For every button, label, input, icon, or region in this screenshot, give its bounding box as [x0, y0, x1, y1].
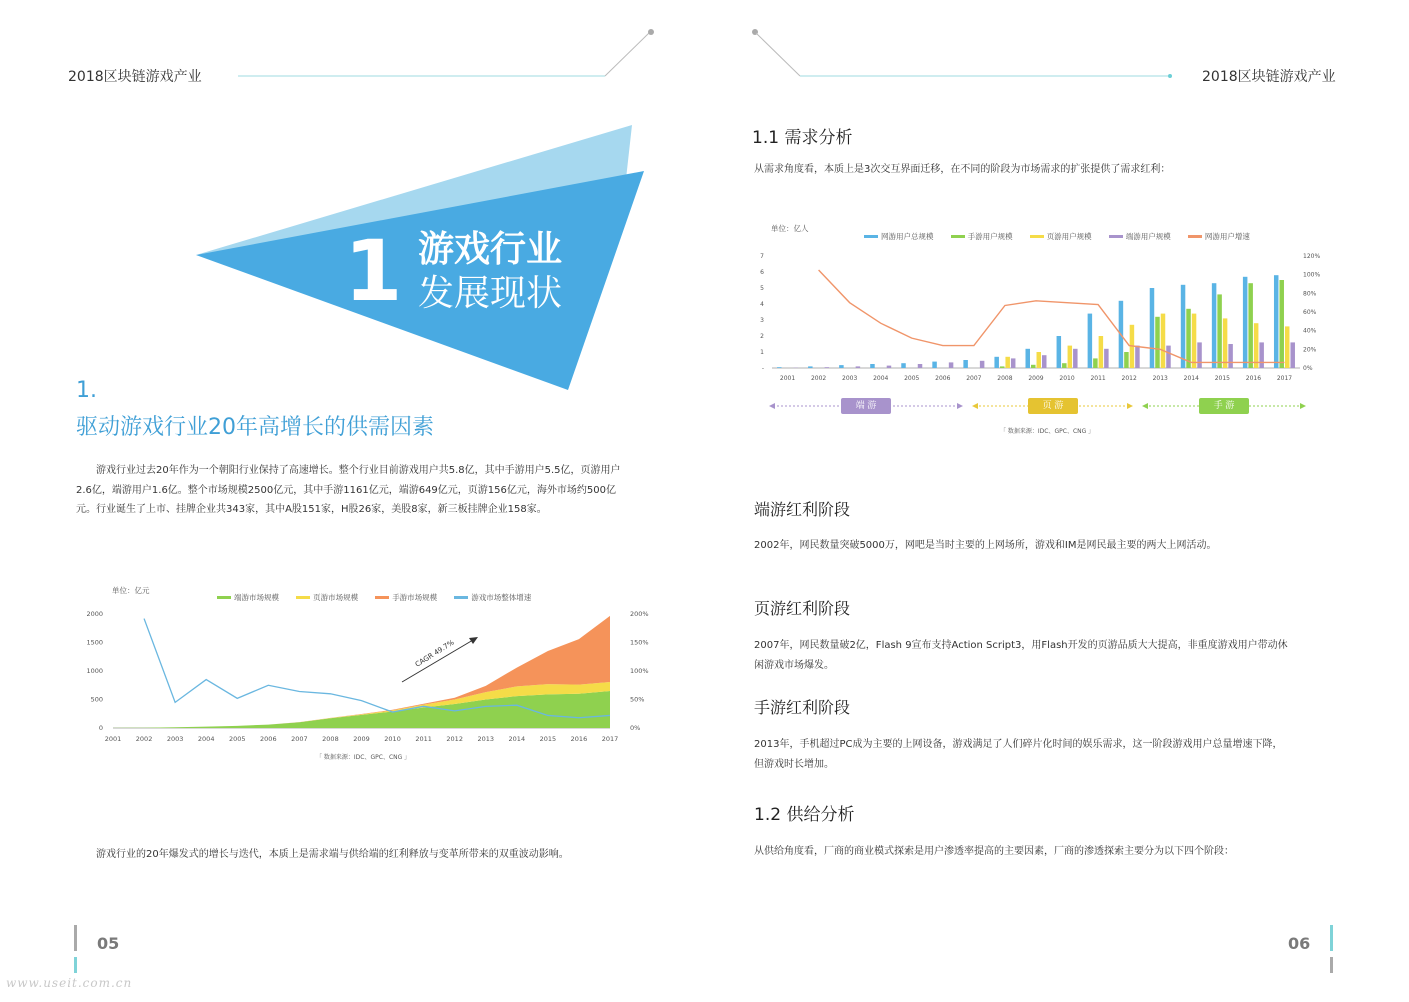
y-tick-label: 2000 [86, 610, 103, 618]
area-series [113, 691, 610, 728]
pc-era-title: 端游红利阶段 [754, 500, 851, 519]
left-page-marker-accent [74, 957, 77, 973]
conclusion-text: 游戏行业的20年爆发式的增长与迭代，本质上是需求端与供给端的红利释放与变革所带来的双重波动影响。 [96, 849, 569, 860]
bar [1062, 363, 1067, 368]
x-tick-label: 2013 [1152, 375, 1168, 382]
bar [777, 367, 782, 368]
section-1-1-intro: 从需求角度看，本质上是3次交互界面迁移，在不同的阶段为市场需求的扩张提供了需求红利： [754, 164, 1171, 175]
x-tick-label: 2002 [135, 735, 153, 743]
bar [1099, 336, 1104, 368]
y2-tick-label: 200% [630, 610, 649, 618]
legend-swatch [1109, 235, 1123, 238]
bar [1093, 358, 1098, 368]
x-tick-label: 2010 [1059, 375, 1075, 382]
chart1-unit-label: 单位：亿元 [112, 586, 150, 595]
cagr-arrowhead [469, 637, 478, 644]
x-tick-label: 2015 [539, 735, 557, 743]
x-tick-label: 2011 [1090, 375, 1106, 382]
era-pc-game: 端 游 [841, 398, 891, 414]
bar [1212, 283, 1217, 368]
x-tick-label: 2003 [842, 375, 858, 382]
web-era-line-2: 闲游戏市场爆发。 [754, 659, 834, 671]
legend-swatch [296, 596, 310, 599]
x-tick-label: 2008 [997, 375, 1013, 382]
chart2-source: 「 数据来源：IDC、GPC、CNG 」 [1000, 428, 1095, 435]
bar [1124, 352, 1129, 368]
x-tick-label: 2017 [601, 735, 619, 743]
cagr-annotation: CAGR 49.7% [413, 638, 456, 669]
bar [1285, 326, 1290, 368]
bar [1037, 352, 1042, 368]
x-tick-label: 2017 [1276, 375, 1293, 382]
x-tick-label: 2009 [353, 735, 370, 743]
bar [1259, 342, 1264, 368]
x-tick-label: 2004 [197, 735, 215, 743]
bar [1217, 294, 1222, 368]
x-tick-label: 2004 [873, 375, 889, 382]
chapter-number: 1 [344, 222, 403, 320]
y2-tick-label: 150% [630, 638, 649, 647]
bar [1005, 357, 1010, 368]
y2-tick-label: 100% [1303, 271, 1321, 279]
user-scale-bar-chart [750, 248, 1330, 388]
chart2-legend [864, 223, 1262, 242]
legend-item [951, 231, 1013, 242]
legend-item [1109, 231, 1171, 242]
x-tick-label: 2007 [966, 375, 982, 382]
left-page-marker [74, 925, 77, 951]
bar [980, 361, 985, 368]
legend-label: 端游用户规模 [1125, 232, 1171, 241]
y2-tick-label: 80% [1303, 290, 1317, 298]
right-page-marker [1330, 957, 1333, 973]
bar [839, 365, 844, 368]
x-tick-label: 2013 [477, 735, 495, 743]
y-tick-label: 1 [760, 349, 764, 356]
bar [1057, 336, 1062, 368]
intro-line-1: 游戏行业过去20年作为一个朝阳行业保持了高速增长。整个行业目前游戏用户共5.8亿，其中手游用户5.5亿，页游用户 [96, 465, 621, 476]
intro-line-2: 2.6亿，端游用户1.6亿。整个市场规模2500亿元，其中手游1161亿元，端游649亿元，页游156亿元，海外市场约500亿 [76, 484, 616, 496]
y2-tick-label: 100% [630, 667, 649, 675]
bar [1192, 314, 1197, 368]
bar [1000, 366, 1005, 368]
section-number: 1. [76, 378, 97, 403]
bar [1290, 342, 1295, 368]
bar [949, 362, 954, 368]
y-tick-label: 1500 [86, 638, 103, 647]
mobile-era-line-1: 2013年，手机超过PC成为主要的上网设备，游戏满足了人们碎片化时间的娱乐需求，这一阶段游戏用户总量增速下降， [754, 739, 1283, 750]
bar [1135, 346, 1140, 368]
y2-tick-label: 120% [1303, 253, 1321, 260]
y-tick-label: 3 [760, 317, 764, 324]
intro-paragraph [76, 461, 661, 520]
bar [1197, 342, 1202, 368]
y2-tick-label: 0% [1303, 365, 1313, 372]
y-tick-label: 4 [760, 301, 764, 308]
x-tick-label: 2012 [446, 735, 463, 743]
bar [1026, 349, 1031, 368]
chart2-unit-label: 单位：亿人 [771, 224, 809, 233]
y-tick-label: 500 [90, 695, 103, 704]
right-header-title: 2018区块链游戏产业 [1202, 69, 1336, 85]
legend-swatch [864, 235, 878, 238]
x-tick-label: 2009 [1028, 375, 1044, 382]
chapter-title-line1: 游戏行业 [418, 229, 563, 270]
bar [918, 364, 923, 368]
bar [1248, 283, 1253, 368]
legend-item [864, 231, 934, 242]
web-era-line-1: 2007年，网民数量破2亿，Flash 9宣布支持Action Script3，用Flash开发的页游品质大大提高，非重度游戏用户带动休 [754, 640, 1288, 651]
bar [870, 364, 875, 368]
bar [825, 367, 830, 368]
y-tick-label: 5 [760, 285, 764, 292]
legend-label: 游戏市场整体增速 [471, 593, 532, 602]
bar [1228, 344, 1233, 368]
x-tick-label: 2016 [1245, 375, 1262, 382]
watermark: www.useit.com.cn [6, 976, 133, 990]
x-tick-label: 2007 [291, 735, 308, 743]
bar [932, 362, 937, 368]
bar [1073, 349, 1078, 368]
bar [856, 366, 861, 368]
bar [963, 360, 968, 368]
section-1-2-title: 1.2 供给分析 [754, 805, 855, 825]
bar [1223, 318, 1228, 368]
legend-swatch [375, 596, 389, 599]
section-title: 驱动游戏行业20年高增长的供需因素 [76, 415, 434, 440]
bar [1088, 314, 1093, 368]
bar [1104, 349, 1109, 368]
y-tick-label: 6 [760, 269, 764, 276]
y-tick-label: 0 [98, 724, 103, 732]
legend-swatch [217, 596, 231, 599]
legend-label: 页游市场规模 [313, 593, 359, 602]
bar [1254, 323, 1259, 368]
bar [887, 366, 892, 368]
x-tick-label: 2002 [810, 375, 827, 382]
x-tick-label: 2003 [166, 735, 184, 743]
mobile-era-title: 手游红利阶段 [754, 698, 851, 717]
mobile-era-line-2: 但游戏时长增加。 [754, 758, 834, 770]
bar [1031, 365, 1036, 368]
right-page-number: 06 [1288, 934, 1311, 953]
bar [1011, 358, 1016, 368]
y-tick-label: 1000 [86, 667, 103, 675]
left-header-title: 2018区块链游戏产业 [68, 69, 202, 85]
y-tick-label: 7 [760, 253, 764, 260]
x-tick-label: 2014 [1183, 375, 1199, 382]
legend-label: 手游用户规模 [967, 232, 1013, 241]
web-era-title: 页游红利阶段 [754, 599, 851, 618]
legend-item [1030, 231, 1092, 242]
x-tick-label: 2008 [322, 735, 339, 743]
y2-tick-label: 60% [1303, 309, 1317, 316]
pc-era-text: 2002年，网民数量突破5000万，网吧是当时主要的上网场所，游戏和IM是网民最主要的两大上网活动。 [754, 540, 1217, 551]
bar [901, 363, 906, 368]
x-tick-label: 2006 [260, 735, 277, 743]
bar [1186, 309, 1191, 368]
bar [1243, 277, 1248, 368]
x-tick-label: 2012 [1121, 375, 1137, 382]
y2-tick-label: 40% [1303, 327, 1317, 335]
chart1-source: 「 数据来源：IDC、GPC、CNG 」 [316, 754, 411, 761]
legend-swatch [951, 235, 965, 238]
era-web-game: 页 游 [1028, 398, 1078, 414]
x-tick-label: 2001 [104, 735, 122, 743]
chapter-title-line2: 发展现状 [418, 273, 563, 314]
x-tick-label: 2005 [904, 375, 920, 382]
y-tick-label: - [761, 365, 764, 372]
legend-swatch [1188, 235, 1202, 238]
x-tick-label: 2014 [508, 735, 526, 743]
bar [1279, 280, 1284, 368]
legend-swatch [1030, 235, 1044, 238]
x-tick-label: 2015 [1214, 375, 1230, 382]
mobile-era-text [754, 735, 1324, 774]
header-decoration [0, 0, 1409, 100]
bar [1274, 275, 1279, 368]
legend-label: 手游市场规模 [392, 593, 438, 602]
bar [1181, 285, 1186, 368]
x-tick-label: 2010 [384, 735, 401, 743]
bar [1068, 346, 1073, 368]
x-tick-label: 2016 [570, 735, 588, 743]
web-era-text [754, 636, 1324, 675]
intro-line-3: 元。行业诞生了上市、挂牌企业共343家，其中A股151家，H股26家，美股8家，新三板挂牌企业158家。 [76, 504, 547, 515]
era-mobile-game: 手 游 [1199, 398, 1249, 414]
bar [994, 357, 999, 368]
x-tick-label: 2011 [415, 735, 432, 743]
bar [1150, 288, 1155, 368]
bar [1166, 346, 1171, 368]
legend-label: 网游用户增速 [1204, 232, 1250, 241]
section-1-1-title: 1.1 需求分析 [752, 128, 853, 148]
right-page-marker-accent [1330, 925, 1333, 951]
y2-tick-label: 0% [630, 724, 641, 732]
bar [1161, 314, 1166, 368]
bar [808, 366, 813, 368]
bar [1155, 317, 1160, 368]
x-tick-label: 2001 [779, 375, 796, 382]
section-1-2-intro: 从供给角度看，厂商的商业模式探索是用户渗透率提高的主要因素，厂商的渗透探索主要分为以下四个阶段： [754, 846, 1234, 857]
x-tick-label: 2006 [935, 375, 951, 382]
y2-tick-label: 20% [1303, 346, 1317, 354]
y2-tick-label: 50% [630, 695, 645, 704]
legend-swatch [454, 596, 468, 599]
x-tick-label: 2005 [228, 735, 246, 743]
legend-label: 网游用户总规模 [881, 232, 934, 241]
bar [1042, 355, 1047, 368]
legend-label: 端游市场规模 [234, 593, 279, 602]
left-page-number: 05 [97, 934, 120, 953]
legend-item [1188, 231, 1250, 242]
market-size-area-chart [80, 600, 660, 750]
y-tick-label: 2 [760, 333, 764, 340]
legend-label: 页游用户规模 [1046, 232, 1092, 241]
